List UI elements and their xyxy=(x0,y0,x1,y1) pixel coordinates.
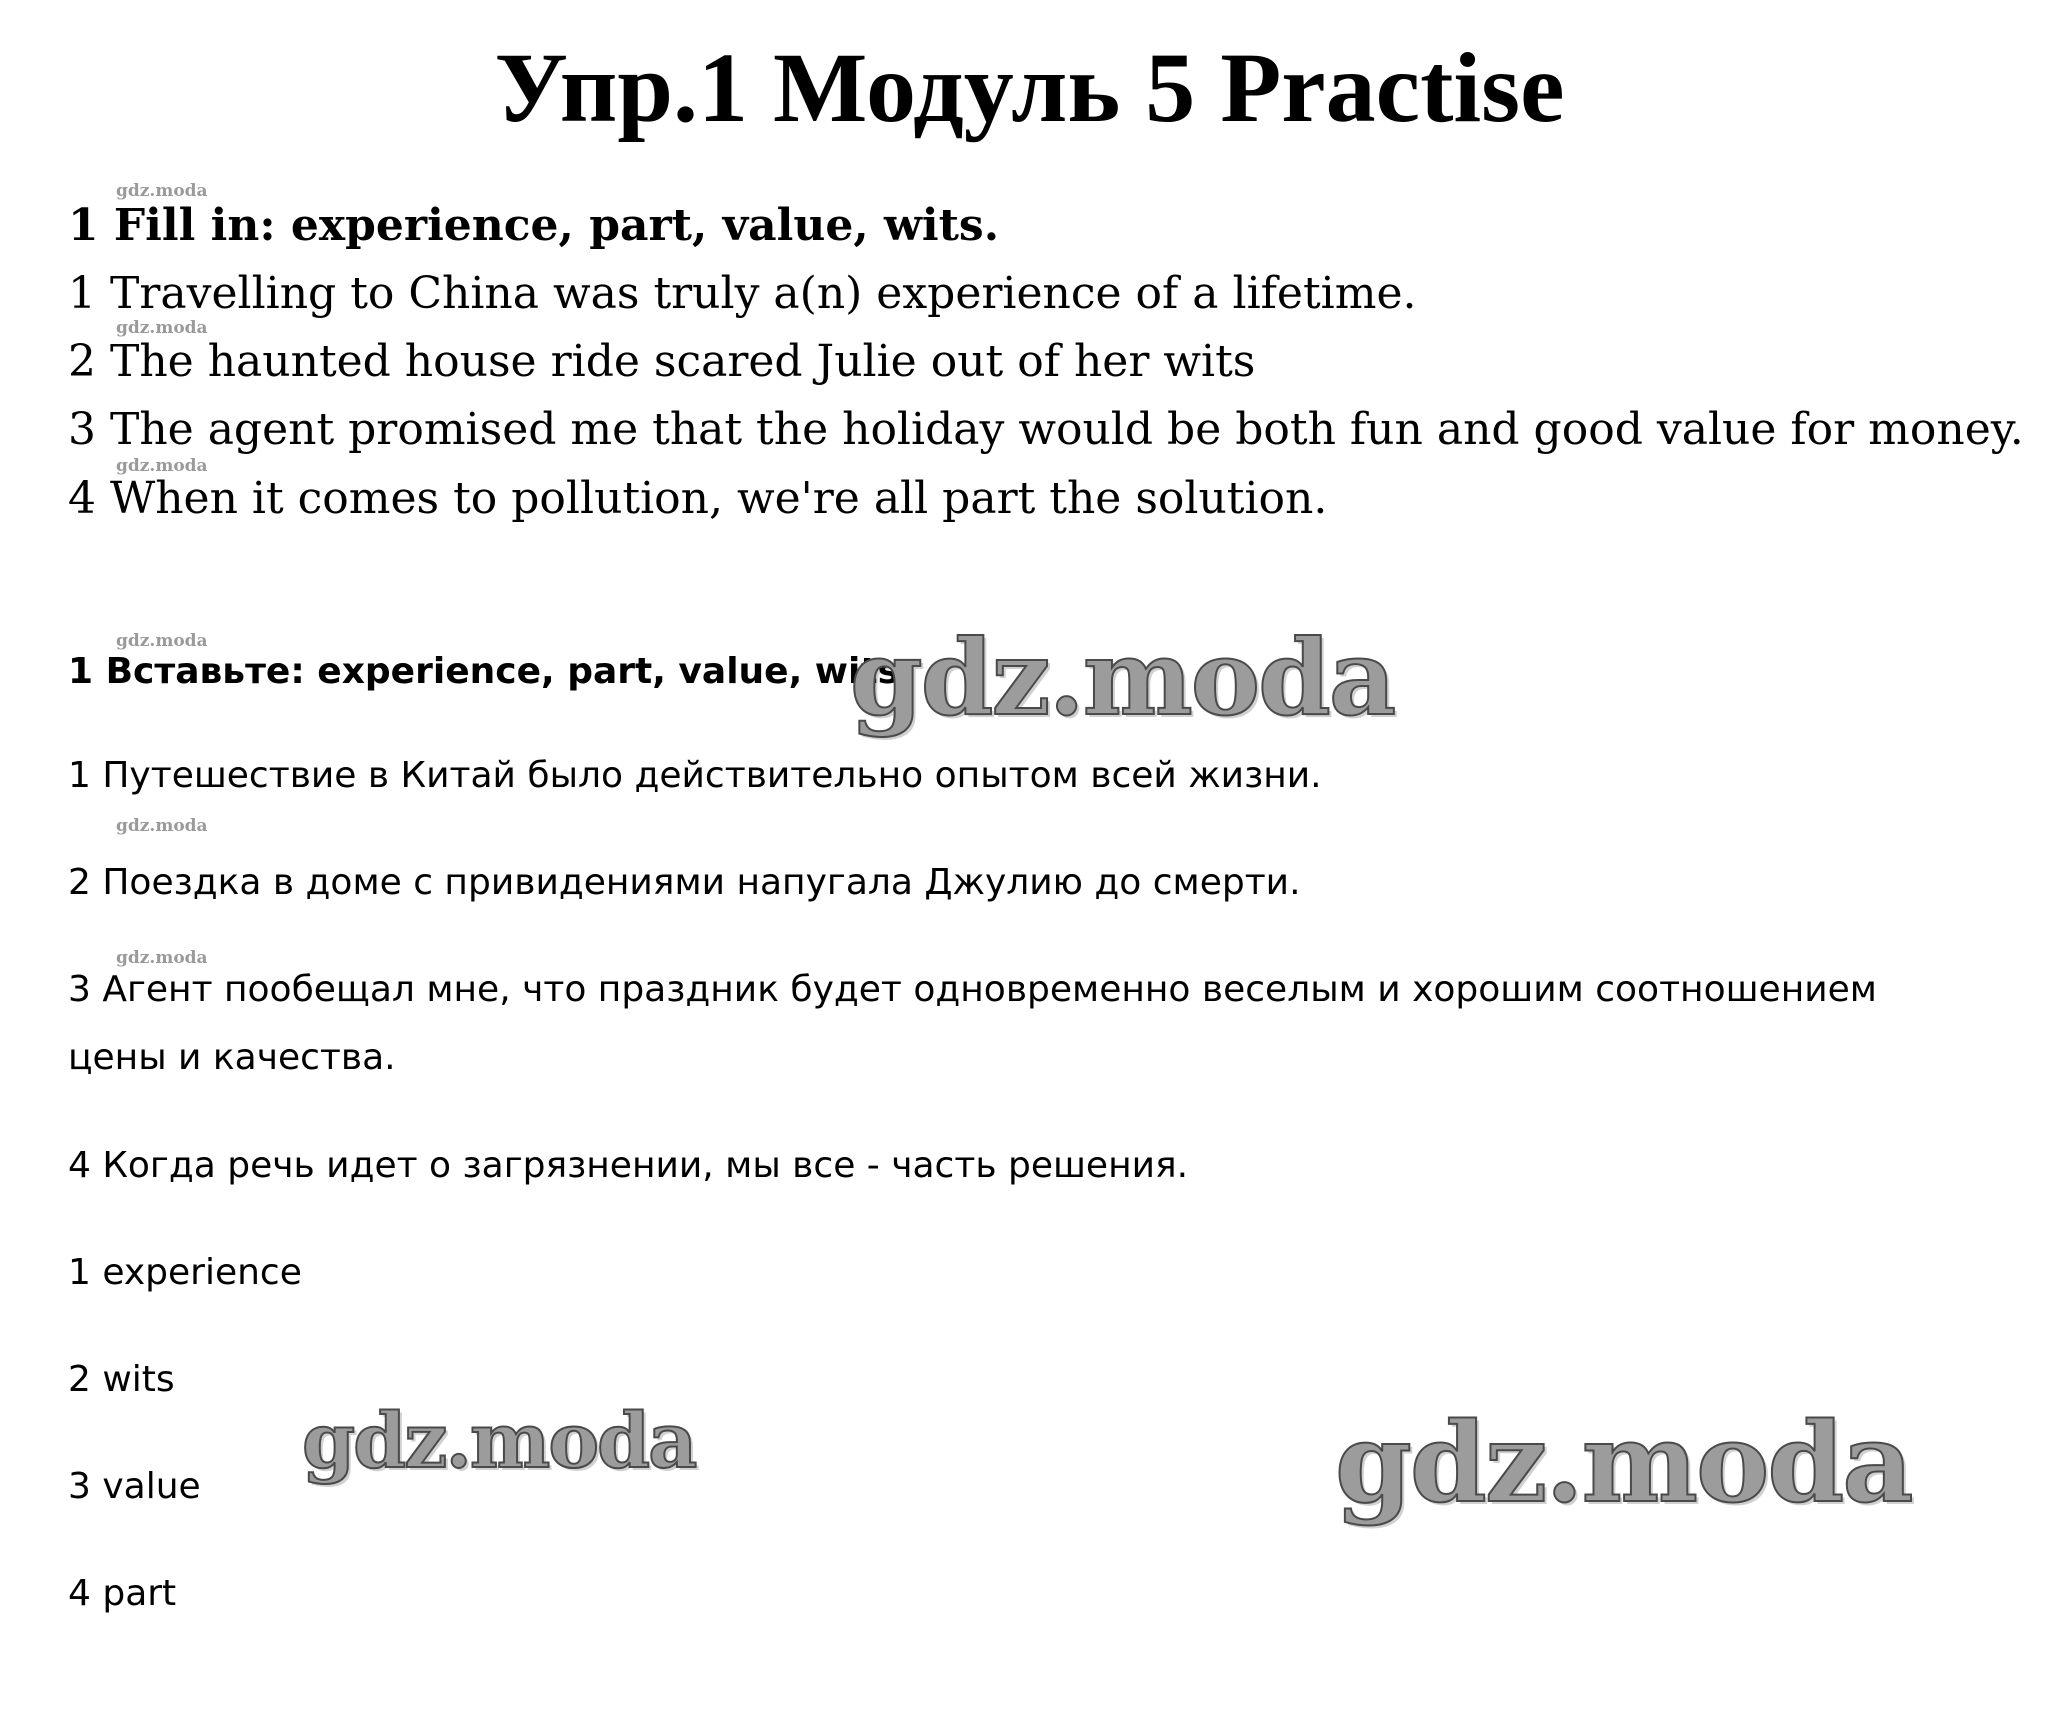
english-sentence-3: 3 The agent promised me that the holiday would be both fun and good value for money. xyxy=(68,404,2024,455)
watermark-small: gdz.moda xyxy=(116,181,208,201)
watermark-large: gdz.moda xyxy=(850,616,1395,739)
english-sentence-1: 1 Travelling to China was truly a(n) experience of a lifetime. xyxy=(68,268,1417,319)
exercise-heading-english: 1 Fill in: experience, part, value, wits. xyxy=(68,200,1000,251)
watermark-large: gdz.moda xyxy=(302,1396,696,1485)
russian-sentence-2: 2 Поездка в доме с привидениями напугала Джулию до смерти. xyxy=(68,862,1301,903)
exercise-heading-russian: 1 Вставьте: experience, part, value, wits. xyxy=(68,651,913,692)
answer-3: 3 value xyxy=(68,1466,201,1507)
watermark-small: gdz.moda xyxy=(116,816,208,836)
watermark-large: gdz.moda xyxy=(1335,1398,1912,1527)
watermark-small: gdz.moda xyxy=(116,318,208,338)
english-sentence-4: 4 When it comes to pollution, we're all part the solution. xyxy=(68,473,1328,524)
russian-sentence-3: 3 Агент пообещал мне, что праздник будет одновременно веселым и хорошим соотношением xyxy=(68,969,1877,1010)
english-sentence-2: 2 The haunted house ride scared Julie out of her wits xyxy=(68,336,1256,387)
watermark-small: gdz.moda xyxy=(116,631,208,651)
russian-sentence-1: 1 Путешествие в Китай было действительно опытом всей жизни. xyxy=(68,755,1322,796)
page-title: Упр.1 Модуль 5 Practise xyxy=(494,32,1565,143)
russian-sentence-3-continued: цены и качества. xyxy=(68,1037,396,1078)
answer-2: 2 wits xyxy=(68,1359,175,1400)
watermark-small: gdz.moda xyxy=(116,456,208,476)
answer-1: 1 experience xyxy=(68,1252,302,1293)
answer-4: 4 part xyxy=(68,1573,177,1614)
watermark-small: gdz.moda xyxy=(116,948,208,968)
russian-sentence-4: 4 Когда речь идет о загрязнении, мы все - часть решения. xyxy=(68,1145,1189,1186)
